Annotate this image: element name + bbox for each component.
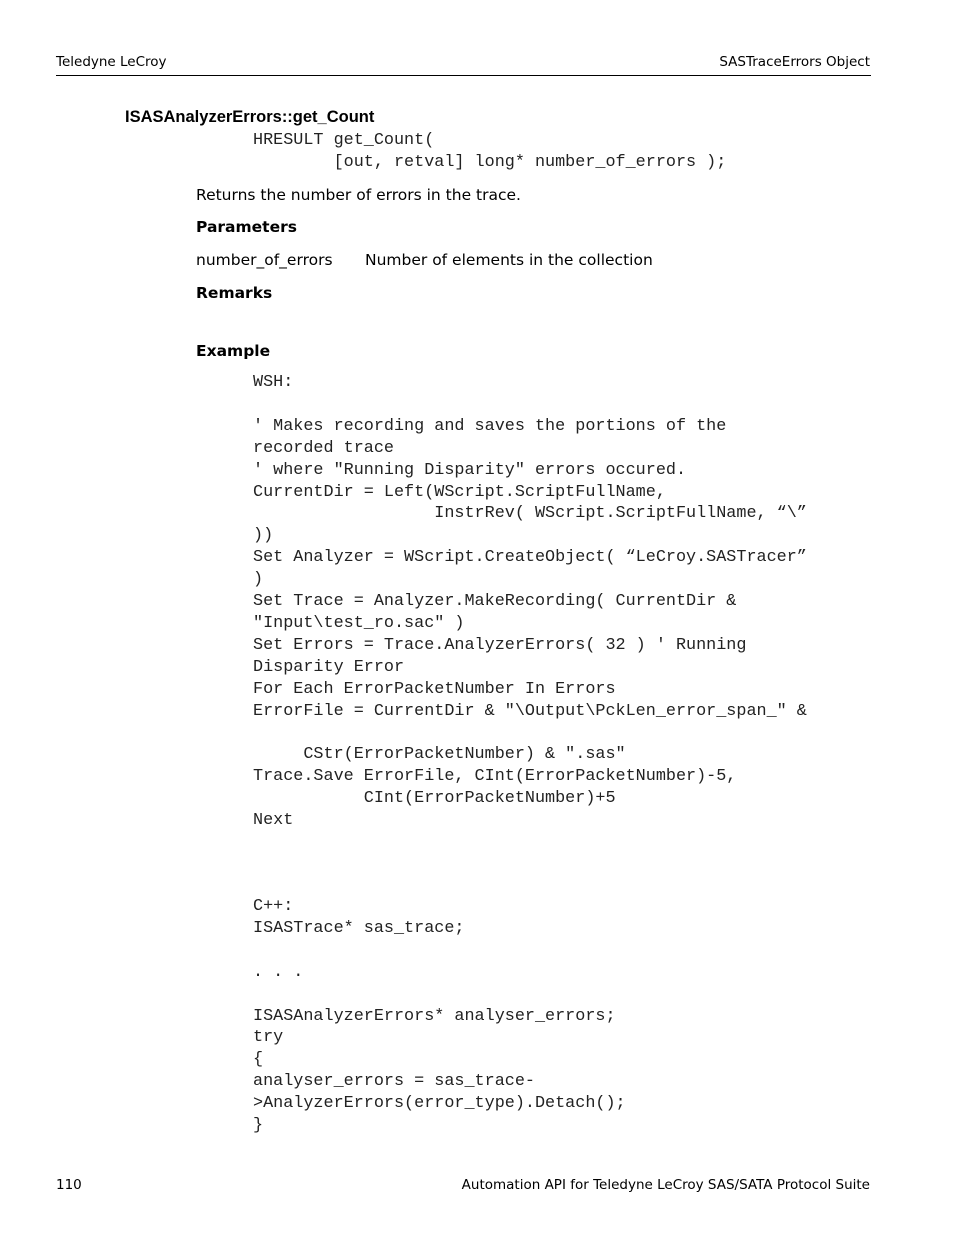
method-signature: HRESULT get_Count( [out, retval] long* number_of_errors ); xyxy=(253,131,727,172)
header-left: Teledyne LeCroy xyxy=(56,54,167,70)
cpp-code-block: C++: ISASTrace* sas_trace; . . . ISASAnalyzerErrors* analyser_errors; try { analyser_errors = sas_trace- >AnalyzerErrors(error_type).Detach(); } xyxy=(253,897,626,1136)
parameter-description: Number of elements in the collection xyxy=(365,251,653,269)
wsh-code-block: WSH: ' Makes recording and saves the portions of the recorded trace ' where "Running Disparity" errors occured. CurrentDir = Left(WScript.ScriptFullName, InstrRev( WScript.ScriptFullName, “\” )) Set Analyzer = WScript.CreateObject( “LeCroy.SASTracer” ) Set Trace = Analyzer.MakeRecording( CurrentDir & "Input\test_ro.sac" ) Set Errors = Trace.AnalyzerErrors( 32 ) ' Running Disparity Error For Each ErrorPacketNumber In Errors ErrorFile = CurrentDir & "\Output\PckLen_error_span_" & CStr(ErrorPacketNumber) & ".sas" Trace.Save ErrorFile, CInt(ErrorPacketNumber)-5, CInt(ErrorPacketNumber)+5 Next xyxy=(253,373,807,831)
footer-title: Automation API for Teledyne LeCroy SAS/SATA Protocol Suite xyxy=(461,1177,870,1193)
header-divider xyxy=(56,75,871,76)
parameters-heading: Parameters xyxy=(196,218,297,236)
remarks-heading: Remarks xyxy=(196,284,273,302)
method-title: ISASAnalyzerErrors::get_Count xyxy=(125,108,375,126)
example-heading: Example xyxy=(196,342,271,360)
header-right: SASTraceErrors Object xyxy=(719,54,870,70)
parameter-name: number_of_errors xyxy=(196,251,333,269)
footer-page-number: 110 xyxy=(56,1177,82,1193)
method-description: Returns the number of errors in the trace. xyxy=(196,186,521,204)
